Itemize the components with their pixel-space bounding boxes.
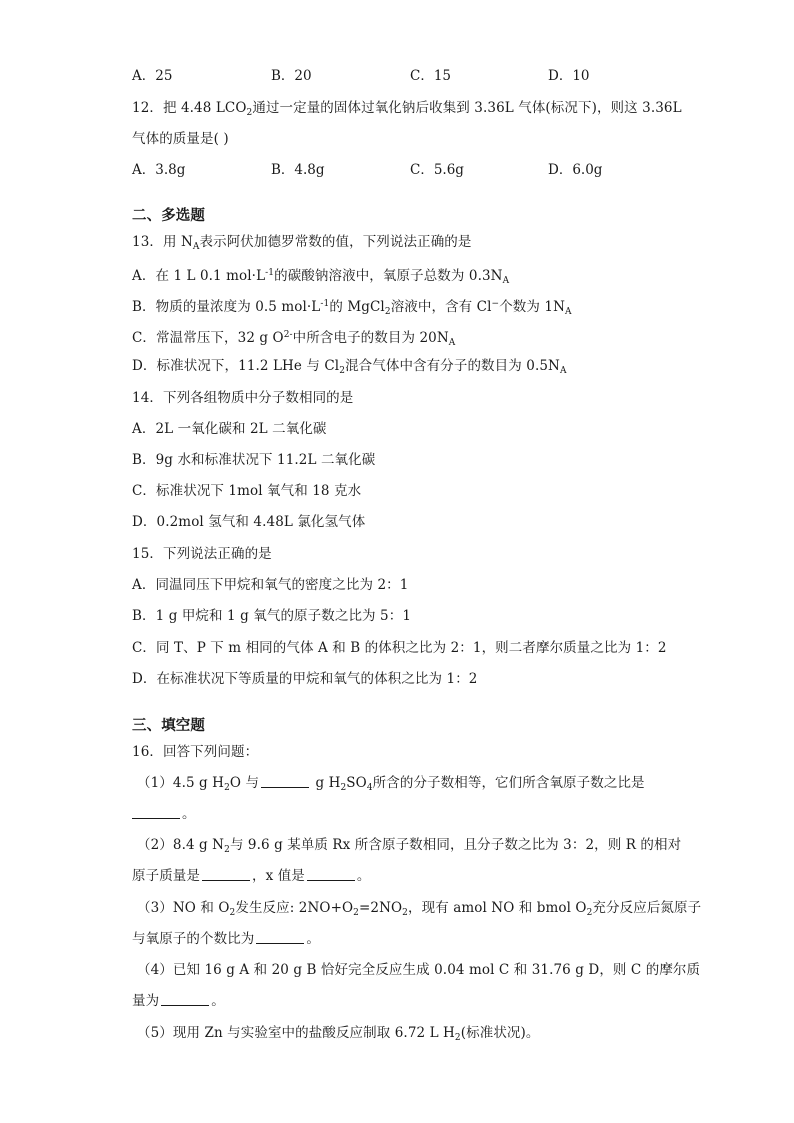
text: 。 [182,806,196,822]
q14-stem: 14．下列各组物质中分子数相同的是 [132,390,354,406]
subscript: 2 [340,783,347,793]
text: O 与 [229,775,260,791]
text: ，现有 amol NO 和 bmol O [408,900,587,916]
text: 溶液中，含有 Cl [390,299,492,315]
text: 通过一定量的固体过氧化钠后收集到 3.36L 气体(标况下)，则这 3.36L [252,100,682,116]
subscript: A [502,276,510,286]
subscript: 2 [402,908,408,918]
q15-option-a: A．同温同压下甲烷和氧气的密度之比为 2：1 [132,577,409,593]
q13-option-c [132,325,455,353]
text: A．在 1 L 0.1 mol·L [132,268,266,284]
q16-part3-line2 [132,929,320,949]
subscript: 2 [339,366,346,376]
text: 12．把 4.48 LCO [132,100,247,116]
answer-blank[interactable] [132,804,180,819]
q12-option-d: D．6.0g [548,162,603,178]
q16-part2-line1 [137,835,681,860]
text: 与氧原子的个数比为 [132,931,255,947]
q16-part1-line2 [132,804,196,824]
text: 个数为 1N [499,299,565,315]
text: ，x 值是 [252,868,305,884]
text: B．物质的量浓度为 0.5 mol·L [132,299,321,315]
q13-option-d [132,356,567,381]
superscript: -1 [320,299,330,309]
q13-option-a [132,263,509,291]
superscript: -1 [265,268,275,278]
q12-option-b: B．4.8g [271,162,325,178]
text: 量为 [132,993,160,1009]
q14-option-a: A．2L 一氧化碳和 2L 二氧化碳 [132,421,327,437]
text: 混合气体中含有分子的数目为 0.5N [345,358,560,374]
subscript: 2 [353,908,359,918]
text: 中所含电子的数目为 20N [292,330,449,346]
answer-blank[interactable] [256,929,304,944]
subscript: A [448,338,456,348]
q14-option-d: D．0.2mol 氢气和 4.48L 氯化氢气体 [132,514,366,530]
text: 与 9.6 g 某单质 Rx 所含原子数相同，且分子数之比为 3：2，则 R 的相对 [229,837,682,853]
section3-title: 三、填空题 [132,717,205,734]
text: （5）现用 Zn 与实验室中的盐酸反应制取 6.72 L H [137,1025,455,1041]
text: (标准状况)。 [460,1025,540,1041]
answer-blank[interactable] [202,866,250,881]
subscript: 2 [224,783,230,793]
subscript: 2 [586,908,593,918]
subscript: 2 [229,908,236,918]
answer-blank[interactable] [161,991,209,1006]
subscript: A [192,242,200,252]
text: SO [346,775,367,791]
q12-stem-line2: 气体的质量是( ) [132,131,229,147]
text: （3）NO 和 O [137,900,230,916]
text: 表示阿伏加德罗常数的值，下列说法正确的是 [199,234,472,250]
q11-option-b: B．20 [271,68,312,84]
subscript: A [559,366,567,376]
superscript: − [491,299,500,309]
q13-stem [132,232,472,257]
q11-option-a: A．25 [132,68,173,84]
q15-stem: 15．下列说法正确的是 [132,546,272,562]
text: =2NO [358,900,403,916]
subscript: 2 [454,1033,461,1043]
text: 。 [306,931,321,947]
q16-part3-line1 [137,898,701,923]
text: 的碳酸钠溶液中，氧原子总数为 0.3N [274,268,503,284]
text: （1）4.5 g H [137,775,225,791]
superscript: 2- [283,330,293,340]
subscript: A [564,307,572,317]
q15-option-c: C．同 T、P 下 m 相同的气体 A 和 B 的体积之比为 2：1，则二者摩尔质量之比为 1：2 [132,640,667,656]
subscript: 2 [384,307,391,317]
subscript: 4 [366,783,373,793]
text: 的 MgCl [329,299,385,315]
text: 。 [356,868,371,884]
answer-blank[interactable] [261,773,309,788]
text: 发生反应: 2NO+O [235,900,354,916]
q16-part4-line1: （4）已知 16 g A 和 20 g B 恰好完全反应生成 0.04 mol C 和 31.76 g D，则 C 的摩尔质 [137,962,701,978]
q16-stem: 16．回答下列问题： [132,744,259,760]
section2-title: 二、多选题 [132,207,205,224]
subscript: 2 [246,108,253,118]
q15-option-d: D．在标准状况下等质量的甲烷和氧气的体积之比为 1：2 [132,671,478,687]
q12-stem-line1 [132,98,682,123]
q11-option-d: D．10 [548,68,590,84]
text: 13．用 N [132,234,193,250]
text: g H [311,775,341,791]
q15-option-b: B．1 g 甲烷和 1 g 氧气的原子数之比为 5：1 [132,608,412,624]
q14-option-b: B．9g 水和标准状况下 11.2L 二氧化碳 [132,452,376,468]
subscript: 2 [224,845,230,855]
q16-part1-line1 [137,773,645,798]
q12-option-c: C．5.6g [410,162,464,178]
text: 原子质量是 [132,868,200,884]
q12-option-a: A．3.8g [132,162,186,178]
text: 所含的分子数相等，它们所含氧原子数之比是 [372,775,645,791]
answer-blank[interactable] [307,866,355,881]
text: （2）8.4 g N [137,837,225,853]
text: D．标准状况下，11.2 LHe 与 Cl [132,358,340,374]
q16-part5-line1 [137,1023,539,1048]
text: 。 [211,993,225,1009]
q16-part2-line2 [132,866,371,886]
text: C．常温常压下，32 g O [132,330,284,346]
q13-option-b [132,294,572,322]
q16-part4-line2 [132,991,225,1011]
q14-option-c: C．标准状况下 1mol 氧气和 18 克水 [132,483,362,499]
q11-option-c: C．15 [410,68,452,84]
text: 充分反应后氮原子 [592,900,702,916]
